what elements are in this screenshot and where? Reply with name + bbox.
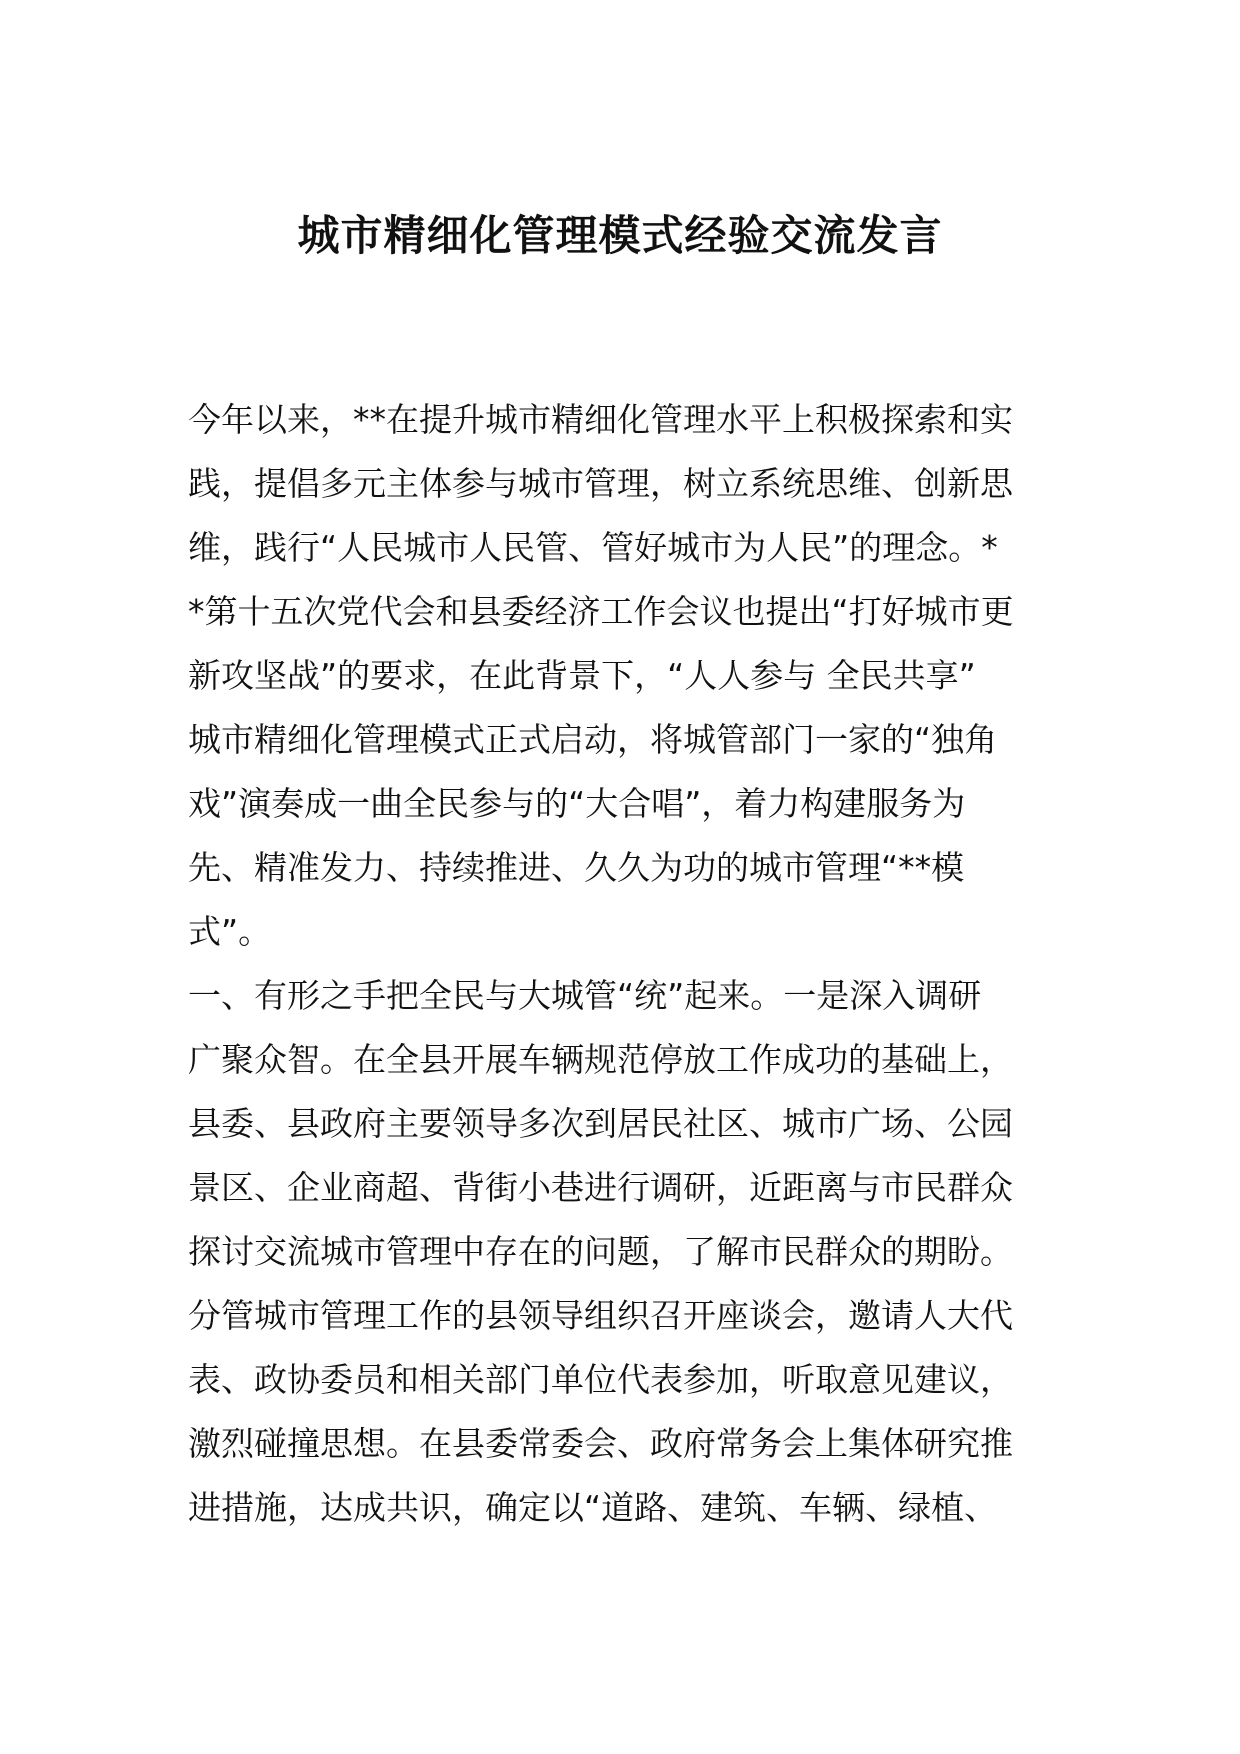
text-line: 广聚众智。在全县开展车辆规范停放工作成功的基础上， — [188, 1040, 1013, 1079]
text-line: 表、政协委员和相关部门单位代表参加，听取意见建议， — [188, 1360, 1013, 1399]
text-line: 践，提倡多元主体参与城市管理，树立系统思维、创新思 — [188, 464, 1013, 503]
text-line: 式”。 — [188, 912, 272, 951]
text-line: 景区、企业商超、背街小巷进行调研，近距离与市民群众 — [188, 1168, 1013, 1207]
text-line: 激烈碰撞思想。在县委常委会、政府常务会上集体研究推 — [188, 1424, 1013, 1463]
text-line: 今年以来，**在提升城市精细化管理水平上积极探索和实 — [188, 400, 1013, 439]
text-line: 一、有形之手把全民与大城管“统”起来。一是深入调研 — [188, 976, 982, 1015]
page-title: 城市精细化管理模式经验交流发言 — [297, 211, 943, 260]
text-line: 新攻坚战”的要求，在此背景下，“人人参与 全民共享” — [188, 656, 976, 695]
text-line: 先、精准发力、持续推进、久久为功的城市管理“**模 — [188, 848, 965, 887]
text-line: 县委、县政府主要领导多次到居民社区、城市广场、公园 — [188, 1104, 1013, 1143]
text-line: 分管城市管理工作的县领导组织召开座谈会，邀请人大代 — [188, 1296, 1013, 1335]
text-line: *第十五次党代会和县委经济工作会议也提出“打好城市更 — [188, 592, 1014, 631]
text-line: 维，践行“人民城市人民管、管好城市为人民”的理念。* — [188, 528, 998, 567]
text-line: 探讨交流城市管理中存在的问题，了解市民群众的期盼。 — [188, 1232, 1013, 1271]
body-text — [188, 388, 1058, 1540]
text-line: 城市精细化管理模式正式启动，将城管部门一家的“独角 — [188, 720, 998, 759]
text-line: 进措施，达成共识，确定以“道路、建筑、车辆、绿植、 — [188, 1488, 998, 1527]
text-line: 戏”演奏成一曲全民参与的“大合唱”，着力构建服务为 — [188, 784, 966, 823]
